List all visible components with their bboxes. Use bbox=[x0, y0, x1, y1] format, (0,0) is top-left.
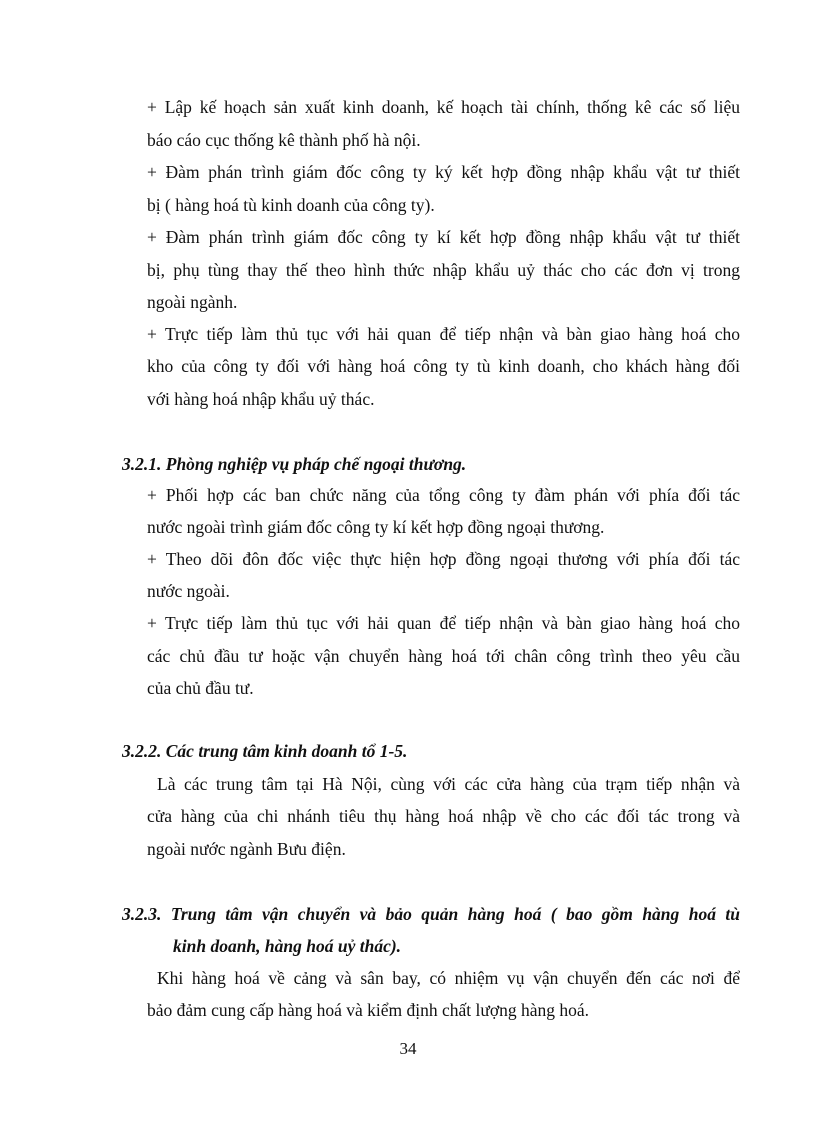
intro-line-8: + Trực tiếp làm thủ tục với hải quan để tiếp nhận và bàn giao hàng hoá cho bbox=[147, 324, 740, 344]
section-3-2-2-line-2: cửa hàng của chi nhánh tiêu thụ hàng hoá nhập về cho các đối tác trong và bbox=[147, 806, 740, 826]
section-heading-3-2-2: 3.2.2. Các trung tâm kinh doanh tổ 1-5. bbox=[122, 741, 408, 761]
section-heading-3-2-3-line-1: 3.2.3. Trung tâm vận chuyển và bảo quản hàng hoá ( bao gồm hàng hoá tù bbox=[122, 904, 740, 924]
section-3-2-2-line-3: ngoài nước ngành Bưu điện. bbox=[147, 839, 346, 859]
intro-line-4: bị ( hàng hoá tù kinh doanh của công ty). bbox=[147, 195, 435, 215]
intro-line-7: ngoài ngành. bbox=[147, 292, 238, 312]
section-heading-3-2-3-line-2: kinh doanh, hàng hoá uỷ thác). bbox=[173, 936, 402, 956]
intro-line-5: + Đàm phán trình giám đốc công ty kí kết hợp đồng nhập khẩu vật tư thiết bbox=[147, 227, 740, 247]
page-number: 34 bbox=[399, 1039, 417, 1058]
section-3-2-2-line-1: Là các trung tâm tại Hà Nội, cùng với các cửa hàng của trạm tiếp nhận và bbox=[157, 774, 740, 794]
section-3-2-1-line-6: các chủ đầu tư hoặc vận chuyển hàng hoá tới chân công trình theo yêu cầu bbox=[147, 646, 740, 666]
section-3-2-3-line-1: Khi hàng hoá về cảng và sân bay, có nhiệm vụ vận chuyển đến các nơi để bbox=[157, 968, 740, 988]
section-3-2-1-line-4: nước ngoài. bbox=[147, 581, 230, 601]
intro-line-6: bị, phụ tùng thay thế theo hình thức nhập khẩu uỷ thác cho các đơn vị trong bbox=[147, 260, 740, 280]
intro-line-2: báo cáo cục thống kê thành phố hà nội. bbox=[147, 130, 421, 150]
section-3-2-1-line-5: + Trực tiếp làm thủ tục với hải quan để tiếp nhận và bàn giao hàng hoá cho bbox=[147, 613, 740, 633]
intro-line-9: kho của công ty đối với hàng hoá công ty tù kinh doanh, cho khách hàng đối bbox=[147, 356, 740, 376]
intro-line-1: + Lập kế hoạch sản xuất kinh doanh, kế hoạch tài chính, thống kê các số liệu bbox=[147, 97, 740, 117]
section-3-2-1-line-2: nước ngoài trình giám đốc công ty kí kết hợp đồng ngoại thương. bbox=[147, 517, 605, 537]
section-3-2-1-line-3: + Theo dõi đôn đốc việc thực hiện hợp đồng ngoại thương với phía đối tác bbox=[147, 549, 740, 569]
section-heading-3-2-1: 3.2.1. Phòng nghiệp vụ pháp chế ngoại thương. bbox=[122, 454, 467, 474]
intro-line-10: với hàng hoá nhập khẩu uỷ thác. bbox=[147, 389, 375, 409]
section-3-2-1-line-7: của chủ đầu tư. bbox=[147, 678, 254, 698]
intro-line-3: + Đàm phán trình giám đốc công ty ký kết hợp đồng nhập khẩu vật tư thiết bbox=[147, 162, 740, 182]
section-3-2-3-line-2: bảo đảm cung cấp hàng hoá và kiểm định chất lượng hàng hoá. bbox=[147, 1000, 590, 1020]
section-3-2-1-line-1: + Phối hợp các ban chức năng của tổng công ty đàm phán với phía đối tác bbox=[147, 485, 740, 505]
